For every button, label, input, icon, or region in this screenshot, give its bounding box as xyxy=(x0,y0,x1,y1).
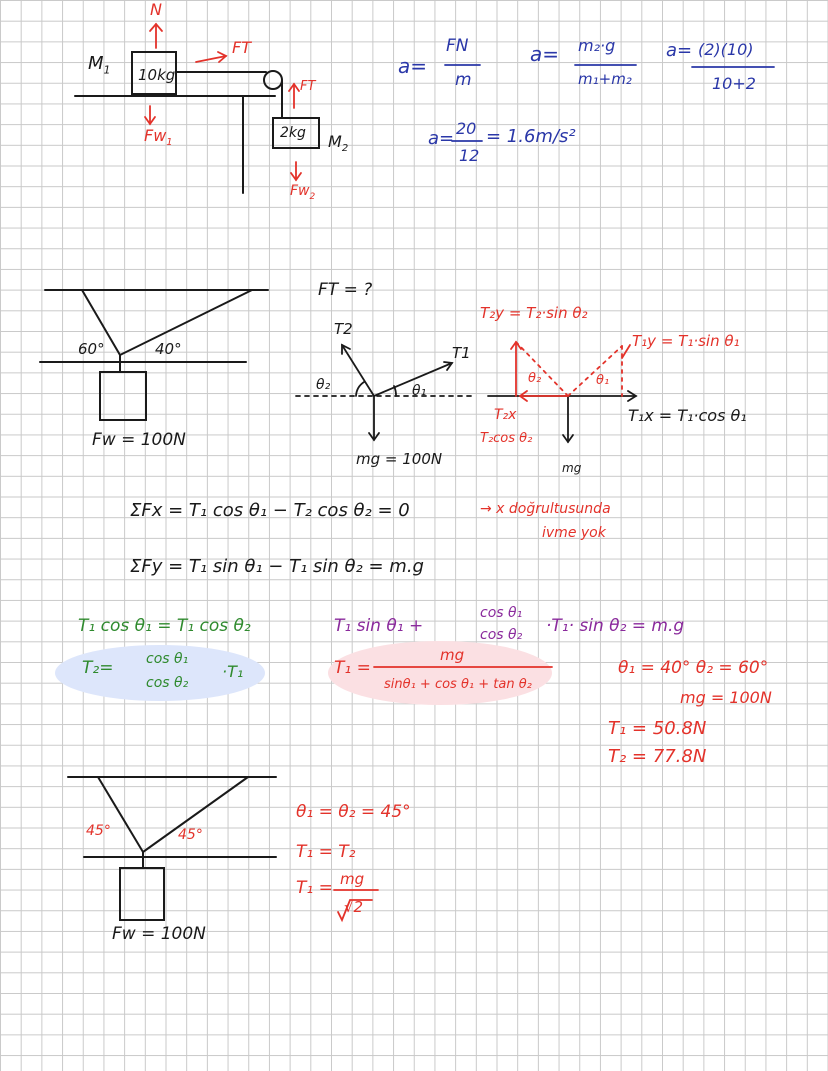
hanging-box-1 xyxy=(100,372,146,420)
accel-eq-2-lhs: a= xyxy=(530,42,560,66)
angles-result: θ₁ = 40° θ₂ = 60° xyxy=(618,658,769,678)
weight-1-label: $Fw_1$ xyxy=(144,126,173,149)
t2y-label: T₂y = T₂·sin θ₂ xyxy=(480,304,588,322)
accel-eq-1-num: FN xyxy=(446,36,469,56)
green-equation: T₁ cos θ₁ = T₁ cos θ₂ xyxy=(78,616,251,636)
tension-label-top: FT xyxy=(232,38,251,57)
pulley-icon xyxy=(264,71,282,89)
case45-num: mg xyxy=(340,870,365,888)
normal-force-label: N xyxy=(150,0,162,19)
theta1-comp-label: θ₁ xyxy=(596,373,610,388)
t1y-label: T₁y = T₁·sin θ₁ xyxy=(632,332,740,350)
purple-eq-right: ·T₁· sin θ₂ = m.g xyxy=(546,616,685,636)
t2-formula-rhs: ·T₁ xyxy=(222,662,244,681)
t2-formula-num: cos θ₁ xyxy=(146,651,189,667)
t1x-label: T₁x = T₁·cos θ₁ xyxy=(628,406,747,425)
sum-fy-equation: ΣFy = T₁ sin θ₁ − T₁ sin θ₂ = m.g xyxy=(130,556,424,577)
accel-eq-4-rhs: = 1.6m/s² xyxy=(486,126,576,147)
t2-result: T₂ = 77.8N xyxy=(608,746,707,767)
theta1-label: θ₁ xyxy=(412,383,427,399)
pulley-diagram xyxy=(75,52,319,193)
theta2-comp-label: θ₂ xyxy=(528,371,542,386)
accel-eq-4-num: 20 xyxy=(456,119,477,138)
sum-fx-note-2: ivme yok xyxy=(542,525,606,541)
mass-2-value: 2kg xyxy=(280,125,306,141)
accel-eq-4-den: 12 xyxy=(459,146,480,165)
weight-label-2: Fw = 100N xyxy=(112,924,206,944)
t2-formula-lhs: T₂= xyxy=(82,658,114,678)
theta2-label: θ₂ xyxy=(316,377,331,393)
accel-eq-3-num: (2)(10) xyxy=(698,40,754,59)
accel-eq-3-lhs: a= xyxy=(666,40,693,61)
t1-formula-num: mg xyxy=(440,646,465,664)
angle-45-right-label: 45° xyxy=(178,827,203,843)
t1-label: T1 xyxy=(452,344,471,362)
pulley-force-arrows xyxy=(145,24,301,180)
angle-45-left-label: 45° xyxy=(86,823,111,839)
accel-eq-2-den: m₁+m₂ xyxy=(578,70,632,88)
t1-result: T₁ = 50.8N xyxy=(608,718,707,739)
case45-den: √2 xyxy=(344,898,364,916)
weight-label-1: Fw = 100N xyxy=(92,430,186,450)
t2-label: T2 xyxy=(334,320,353,338)
t2x-expression: T₂cos θ₂ xyxy=(480,431,533,446)
mg-comp-label: mg xyxy=(562,461,582,475)
mass-1-value: 10kg xyxy=(138,66,176,84)
mg-label: mg = 100N xyxy=(356,450,443,468)
hanging-diagram-45-45 xyxy=(68,777,276,920)
t1-formula-den: sinθ₁ + cos θ₁ + tan θ₂ xyxy=(384,677,532,692)
tension-label-right: FT xyxy=(300,79,316,94)
tension-question: FT = ? xyxy=(318,280,373,300)
accel-eq-4-lhs: a= xyxy=(428,128,455,149)
accel-eq-2-num: m₂·g xyxy=(578,36,616,55)
t2x-label: T₂x xyxy=(494,407,517,423)
t2-formula-den: cos θ₂ xyxy=(146,675,189,691)
purple-eq-num: cos θ₁ xyxy=(480,605,523,621)
mg-result: mg = 100N xyxy=(680,688,772,707)
accel-eq-1-lhs: a= xyxy=(398,54,428,78)
case45-line3-lhs: T₁ = xyxy=(296,878,333,898)
purple-eq-left: T₁ sin θ₁ + xyxy=(334,616,424,636)
accel-eq-1-den: m xyxy=(455,70,472,90)
mass-2-label: $M_2$ xyxy=(328,132,349,155)
sum-fx-note: → x doğrultusunda xyxy=(480,501,611,517)
accel-eq-3-den: 10+2 xyxy=(712,74,756,93)
sum-fx-equation: ΣFx = T₁ cos θ₁ − T₂ cos θ₂ = 0 xyxy=(130,500,410,521)
purple-eq-den: cos θ₂ xyxy=(480,627,523,643)
t1-formula-lhs: T₁ = xyxy=(334,658,371,678)
case45-line2: T₁ = T₂ xyxy=(296,842,356,862)
case45-line1: θ₁ = θ₂ = 45° xyxy=(296,802,411,822)
mass-1-label: $M_1$ xyxy=(88,53,111,77)
angle-40-label: 40° xyxy=(155,340,182,358)
hanging-diagram-60-40 xyxy=(40,290,268,420)
weight-2-label: $Fw_2$ xyxy=(290,183,316,202)
angle-60-label: 60° xyxy=(78,340,105,358)
hanging-box-2 xyxy=(120,868,164,920)
